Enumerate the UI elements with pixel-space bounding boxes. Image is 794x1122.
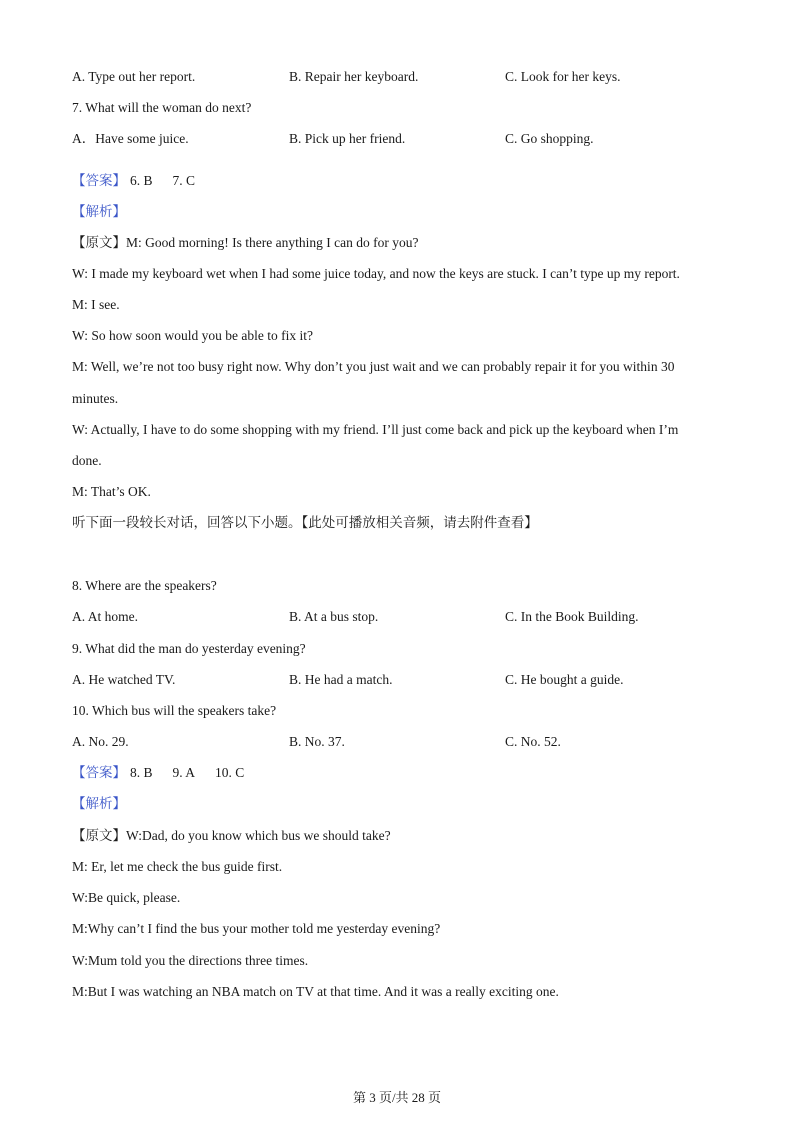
transcript-2-line: W:Be quick, please. xyxy=(72,890,181,905)
transcript-1-line: M: I see. xyxy=(72,297,120,312)
q7-question: 7. What will the woman do next? xyxy=(72,100,252,115)
answer-10: 10. C xyxy=(215,765,245,780)
transcript-1-line: done. xyxy=(72,453,102,468)
transcript-2-line: M: Er, let me check the bus guide first. xyxy=(72,859,283,874)
transcript-label: 【原文】 xyxy=(72,828,126,843)
q6-option-c: C. Look for her keys. xyxy=(505,69,621,84)
transcript-1-line: minutes. xyxy=(72,391,119,406)
listening-instruction: 听下面一段较长对话，回答以下小题。【此处可播放相关音频，请去附件查看】 xyxy=(72,515,538,530)
transcript-1-line: W: Actually, I have to do some shopping with my friend. I’ll just come back and pick up the keyboard when I’m xyxy=(72,422,679,437)
analysis-label-2: 【解析】 xyxy=(72,796,126,811)
q8-option-b: B. At a bus stop. xyxy=(289,609,379,624)
q8-option-a: A. At home. xyxy=(72,609,138,624)
q8-question: 8. Where are the speakers? xyxy=(72,578,217,593)
q10-option-c: C. No. 52. xyxy=(505,734,561,749)
transcript-1-first-line xyxy=(72,234,418,252)
q6-option-a: A. Type out her report. xyxy=(72,69,196,84)
q8-option-c: C. In the Book Building. xyxy=(505,609,639,624)
page-number: 第 3 页/共 28 页 xyxy=(352,1090,442,1105)
answer-6: 6. B xyxy=(130,173,153,188)
q9-question: 9. What did the man do yesterday evening? xyxy=(72,641,306,656)
q7-option-b: B. Pick up her friend. xyxy=(289,131,406,146)
answer-label: 【答案】 xyxy=(72,173,126,188)
answer-line-1 xyxy=(72,172,195,190)
transcript-text: W:Dad, do you know which bus we should take? xyxy=(126,828,391,843)
answer-7: 7. C xyxy=(172,173,196,188)
transcript-2-line: M:Why can’t I find the bus your mother told me yesterday evening? xyxy=(72,921,441,936)
transcript-2-line: M:But I was watching an NBA match on TV at that time. And it was a really exciting one. xyxy=(72,984,559,999)
transcript-text: M: Good morning! Is there anything I can do for you? xyxy=(126,235,419,250)
q6-option-b: B. Repair her keyboard. xyxy=(289,69,419,84)
q9-option-a: A. He watched TV. xyxy=(72,672,176,687)
answer-8: 8. B xyxy=(130,765,153,780)
transcript-2-first-line xyxy=(72,827,391,845)
transcript-1-line: W: I made my keyboard wet when I had some juice today, and now the keys are stuck. I can’t type up my report. xyxy=(72,266,680,281)
analysis-label-1: 【解析】 xyxy=(72,204,126,219)
answer-9: 9. A xyxy=(172,765,196,780)
q10-option-a: A. No. 29. xyxy=(72,734,129,749)
transcript-1-line: W: So how soon would you be able to fix it? xyxy=(72,328,313,343)
answer-line-2 xyxy=(72,764,244,782)
transcript-1-line: M: Well, we’re not too busy right now. Why don’t you just wait and we can probably repair it for you within 30 xyxy=(72,359,675,374)
transcript-label: 【原文】 xyxy=(72,235,126,250)
answer-label: 【答案】 xyxy=(72,765,126,780)
q7-option-c: C. Go shopping. xyxy=(505,131,594,146)
q9-option-c: C. He bought a guide. xyxy=(505,672,624,687)
q7-option-a: A．Have some juice. xyxy=(72,131,189,146)
q10-question: 10. Which bus will the speakers take? xyxy=(72,703,277,718)
transcript-2-line: W:Mum told you the directions three times. xyxy=(72,953,309,968)
q9-option-b: B. He had a match. xyxy=(289,672,393,687)
transcript-1-line: M: That’s OK. xyxy=(72,484,151,499)
q10-option-b: B. No. 37. xyxy=(289,734,345,749)
